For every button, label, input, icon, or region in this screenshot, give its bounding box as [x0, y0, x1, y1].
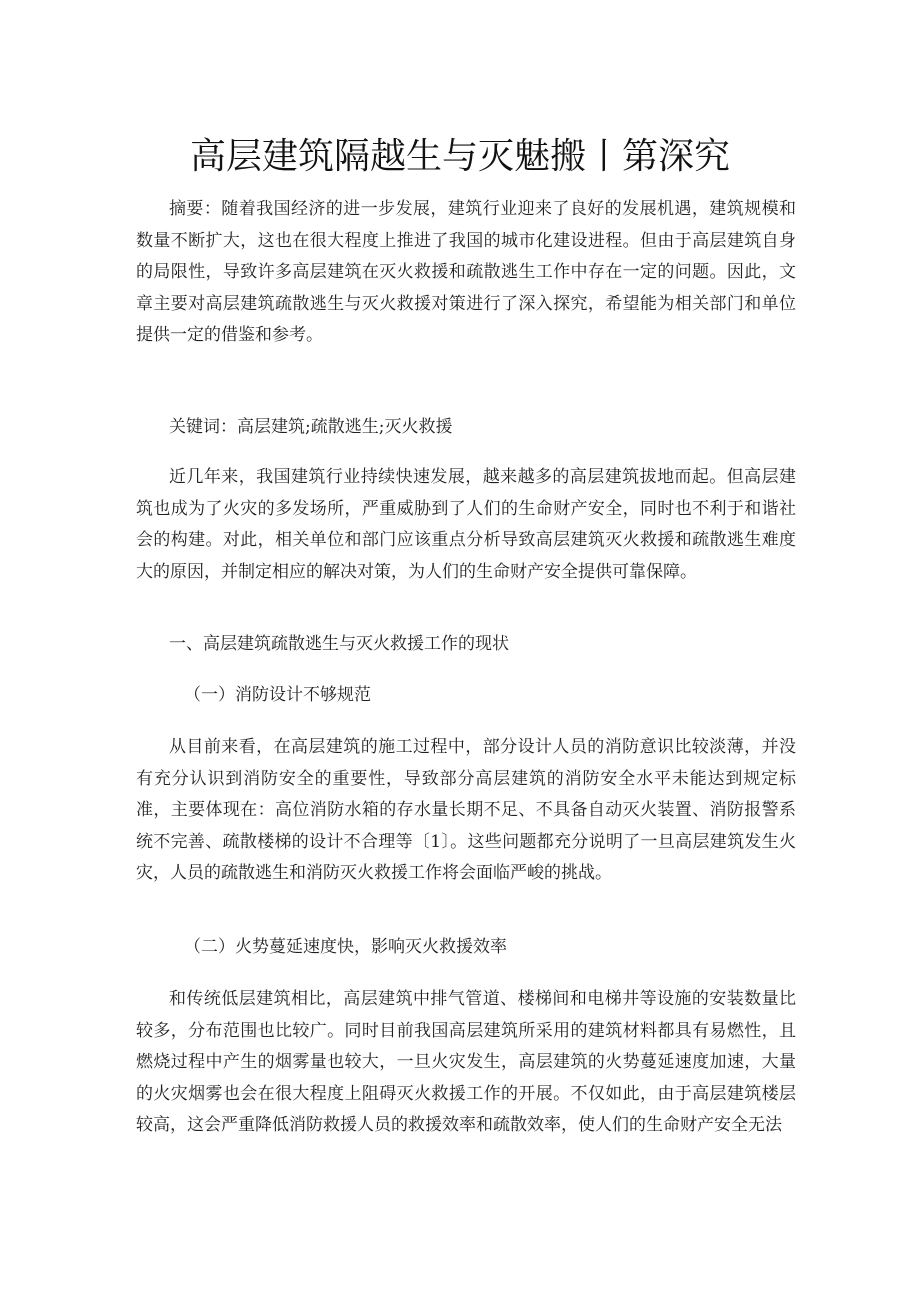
- subsection-heading-1: （一）消防设计不够规范: [184, 685, 371, 705]
- subsection-heading-2: （二）火势蔓延速度快，影响灭火救援效率: [184, 937, 507, 957]
- subsection-1-paragraph: 从目前来看，在高层建筑的施工过程中，部分设计人员的消防意识比较淡薄，并没有充分认识到消防安全的重要性，导致部分高层建筑的消防安全水平未能达到规定标准，主要体现在：高位消防水箱的存水量长期不足、不具备自动灭火装置、消防报警系统不完善、疏散楼梯的设计不合理等〔1〕。这些问题都充分说明了一旦高层建筑发生火灾，人员的疏散逃生和消防灭火救援工作将会面临严峻的挑战。: [136, 737, 796, 884]
- subsection-2-paragraph: 和传统低层建筑相比，高层建筑中排气管道、楼梯间和电梯井等设施的安装数量比较多，分布范围也比较广。同时目前我国高层建筑所采用的建筑材料都具有易燃性，且燃烧过程中产生的烟雾量也较大，一旦火灾发生，高层建筑的火势蔓延速度加速，大量的火灾烟雾也会在很大程度上阻碍灭火救援工作的开展。不仅如此，由于高层建筑楼层较高，这会严重降低消防救援人员的救援效率和疏散效率，使人们的生命财产安全无法: [136, 989, 796, 1136]
- abstract-paragraph: 摘要：随着我国经济的进一步发展，建筑行业迎来了良好的发展机遇，建筑规模和数量不断扩大，这也在很大程度上推进了我国的城市化建设进程。但由于高层建筑自身的局限性，导致许多高层建筑在灭火救援和疏散逃生工作中存在一定的问题。因此，文章主要对高层建筑疏散逃生与灭火救援对策进行了深入探究，希望能为相关部门和单位提供一定的借鉴和参考。: [136, 199, 796, 346]
- intro-paragraph: 近几年来，我国建筑行业持续快速发展，越来越多的高层建筑拔地而起。但高层建筑也成为了火灾的多发场所，严重威胁到了人们的生命财产安全，同时也不利于和谐社会的构建。对此，相关单位和部门应该重点分析导致高层建筑灭火救援和疏散逃生难度大的原因，并制定相应的解决对策，为人们的生命财产安全提供可靠保障。: [136, 467, 796, 582]
- document-title: 高层建筑隔越生与灭魅搬丨第深究: [189, 136, 730, 177]
- keywords-line: 关键词：高层建筑;疏散逃生;灭火救援: [169, 417, 453, 437]
- section-heading-1: 一、高层建筑疏散逃生与灭火救援工作的现状: [169, 634, 509, 654]
